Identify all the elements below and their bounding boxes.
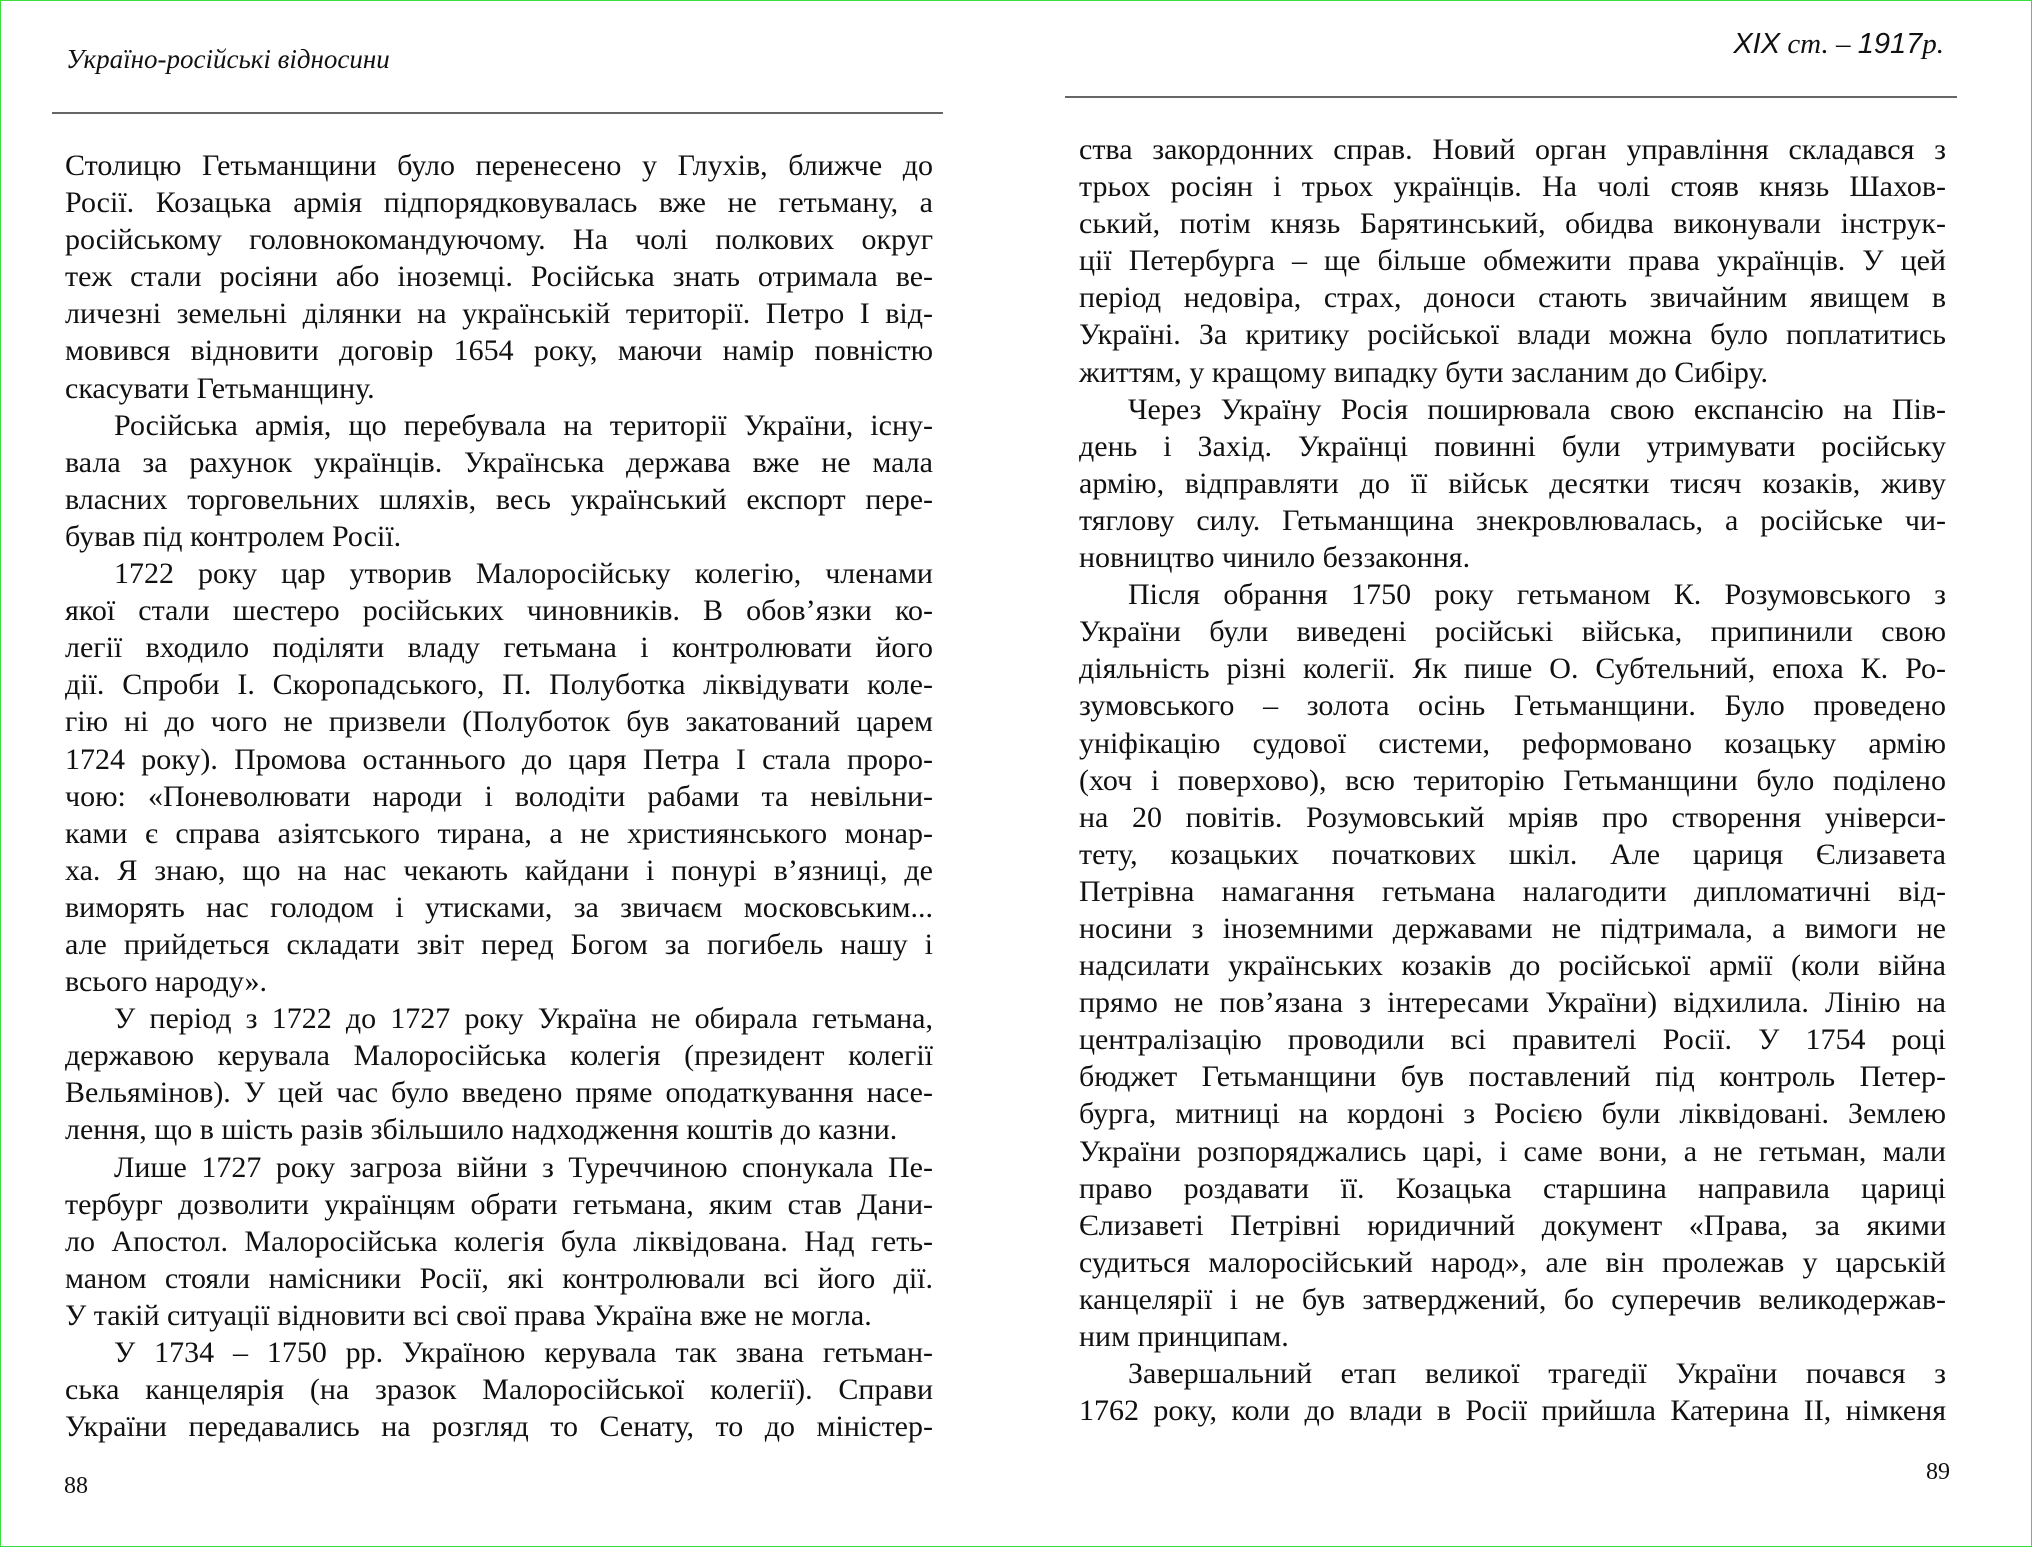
text-line: У 1734 – 1750 рр. Україною керувала так звана гетьман-	[114, 1336, 933, 1369]
text-line: гію ні до чого не призвели (Полуботок був закатований царем	[65, 705, 933, 739]
text-line: України передавались на розгляд то Сенату, то до міністер-	[65, 1410, 933, 1444]
text-line: всього народу».	[65, 965, 268, 999]
text-line: діяльність різні колегії. Як пише О. Субтельний, епоха К. Ро-	[1079, 652, 1946, 686]
text-line: Росії. Козацька армія підпорядковувалась вже не гетьману, а	[65, 186, 933, 220]
text-line: надсилати українських козаків до російської армії (коли війна	[1079, 949, 1946, 983]
paragraph	[65, 1334, 933, 1445]
text-line: 1762 року, коли до влади в Росії прийшла Катерина ІІ, німкеня	[1079, 1394, 1946, 1428]
text-line: (хоч і поверхово), всю територію Гетьманщини було поділено	[1079, 763, 1946, 797]
text-line: 1722 року цар утворив Малоросійську колегію, членами	[114, 557, 933, 591]
paragraph	[65, 555, 933, 1000]
text-line: якої стали шестеро російських чиновників. В обов’язки ко-	[65, 594, 933, 628]
page-number: 89	[1926, 1459, 1950, 1485]
paragraph	[1079, 131, 1946, 391]
text-line: життям, у кращому випадку бути засланим до Сибіру.	[1079, 355, 1768, 389]
text-line: Після обрання 1750 року гетьманом К. Розумовського з	[1128, 578, 1946, 612]
text-line: Столицю Гетьманщини було перенесено у Глухів, ближче до	[65, 149, 933, 182]
paragraph	[65, 1149, 933, 1334]
header-century: XIX	[1733, 28, 1781, 60]
text-line: армію, відправляти до її військ десятки тисяч козаків, живу	[1079, 466, 1946, 500]
page-body	[1079, 131, 1946, 1429]
paragraph	[65, 1000, 933, 1148]
text-line: Україні. За критику російської влади можна було поплатитись	[1079, 318, 1946, 352]
text-line: теж стали росіяни або іноземці. Російська знать отримала ве-	[65, 260, 933, 294]
text-line: на 20 повітів. Розумовський мріяв про створення універси-	[1079, 800, 1946, 834]
text-line: дії. Спроби І. Скоропадського, П. Полуботка ліквідувати коле-	[65, 668, 933, 702]
page-number: 88	[64, 1473, 88, 1499]
text-line: ло Апостол. Малоросійська колегія була ліквідована. Над геть-	[65, 1224, 933, 1258]
text-line: ха. Я знаю, що на нас чекають кайдани і понурі в’язниці, де	[65, 853, 933, 887]
text-line: тету, козацьких початкових шкіл. Але цариця Єлизавета	[1079, 837, 1946, 871]
text-line: судиться малоросійський народ», але він пролежав у царській	[1079, 1245, 1946, 1279]
text-line: ства закордонних справ. Новий орган управління складався з	[1079, 133, 1946, 166]
text-line: носини з іноземними державами не підтримала, а вимоги не	[1079, 911, 1946, 945]
text-line: виморять нас голодом і утисками, за звичаєм московським...	[65, 890, 933, 924]
text-line: ський, потім князь Барятинський, обидва виконували інструк-	[1079, 207, 1946, 241]
text-line: бурга, митниці на кордоні з Росією були ліквідовані. Землею	[1079, 1097, 1946, 1131]
text-line: період недовіра, страх, доноси стають звичайним явищем в	[1079, 281, 1946, 315]
text-line: канцелярії і не був затверджений, бо суперечив великодержав-	[1079, 1282, 1946, 1316]
text-line: ська канцелярія (на зразок Малоросійської колегії). Справи	[65, 1373, 933, 1407]
text-line: Єлизаветі Петрівні юридичний документ «Права, за якими	[1079, 1208, 1946, 1242]
text-line: державою керувала Малоросійська колегія (президент колегії	[65, 1039, 933, 1073]
text-line: право роздавати її. Козацька старшина направила цариці	[1079, 1171, 1946, 1205]
text-line: У такій ситуації відновити всі свої права Україна вже не могла.	[65, 1298, 872, 1332]
text-line: Вельямінов). У цей час було введено пряме оподаткування насе-	[65, 1076, 933, 1110]
text-line: уніфікацію судової системи, реформовано козацьку армію	[1079, 726, 1946, 760]
text-line: бував під контролем Росії.	[65, 519, 402, 553]
running-header	[1733, 28, 1944, 61]
text-line: маном стояли намісники Росії, які контролювали всі його дії.	[65, 1261, 933, 1295]
text-line: централізацію проводили всі правителі Росії. У 1754 році	[1079, 1023, 1946, 1057]
paragraph	[65, 147, 933, 407]
paragraph	[1079, 391, 1946, 576]
text-line: бюджет Гетьманщини був поставлений під контроль Петер-	[1079, 1060, 1946, 1094]
text-line: ним принципам.	[1079, 1320, 1289, 1353]
header-sep: ст. –	[1780, 28, 1858, 60]
paragraph	[1079, 576, 1946, 1355]
text-line: ції Петербурга – ще більше обмежити права українців. У цей	[1079, 244, 1946, 278]
text-line: чою: «Поневолювати народи і володіти рабами та невільни-	[65, 779, 933, 813]
text-line: Через Україну Росія поширювала свою експансію на Пів-	[1128, 392, 1946, 426]
text-line: Лише 1727 року загроза війни з Туреччиною спонукала Пе-	[114, 1150, 933, 1184]
header-suffix: р.	[1922, 28, 1944, 60]
running-header: Україно-російські відносини	[66, 44, 390, 74]
text-line: легії входило поділяти владу гетьмана і контролювати його	[65, 631, 933, 665]
text-line: Петрівна намагання гетьмана налагодити дипломатичні від-	[1079, 874, 1946, 908]
text-line: лення, що в шість разів збільшило надходження коштів до казни.	[65, 1113, 898, 1147]
text-line: російському головнокомандуючому. На чолі полкових округ	[65, 223, 933, 257]
right-page	[1016, 0, 2032, 1547]
text-line: 1724 року). Промова останнього до царя Петра І стала проро-	[65, 742, 933, 776]
text-line: але прийдеться складати звіт перед Богом за погибель нашу і	[65, 927, 933, 961]
text-line: України були виведені російські війська, припинили свою	[1079, 615, 1946, 649]
text-line: Завершальний етап великої трагедії України почався з	[1128, 1357, 1946, 1391]
text-line: тяглову силу. Гетьманщина знекровлювалась, а російське чи-	[1079, 503, 1946, 537]
text-line: Російська армія, що перебувала на території України, існу-	[114, 408, 933, 442]
paragraph	[65, 407, 933, 555]
page-body	[65, 147, 933, 1445]
text-line: тербург дозволити українцям обрати гетьмана, яким став Дани-	[65, 1187, 933, 1221]
header-rule	[1065, 96, 1957, 98]
text-line: новництво чинило беззаконня.	[1079, 541, 1471, 575]
text-line: зумовського – золота осінь Гетьманщини. Було проведено	[1079, 689, 1946, 723]
text-line: скасувати Гетьманщину.	[65, 371, 375, 405]
text-line: власних торговельних шляхів, весь український експорт пере-	[65, 482, 933, 516]
text-line: трьох росіян і трьох українців. На чолі стояв князь Шахов-	[1079, 170, 1946, 204]
text-line: У період з 1722 до 1727 року Україна не обирала гетьмана,	[114, 1002, 933, 1036]
text-line: личезні земельні ділянки на українській території. Петро І від-	[65, 297, 933, 331]
text-line: вала за рахунок українців. Українська держава вже не мала	[65, 445, 933, 479]
text-line: України розпоряджались царі, і саме вони, а не гетьман, мали	[1079, 1134, 1946, 1168]
header-year: 1917	[1857, 28, 1923, 60]
text-line: день і Захід. Українці повинні були утримувати російську	[1079, 429, 1946, 463]
paragraph	[1079, 1355, 1946, 1429]
text-line: прямо не пов’язана з інтересами України) відхилила. Лінію на	[1079, 986, 1946, 1020]
header-rule	[52, 112, 943, 114]
text-line: мовився відновити договір 1654 року, маючи намір повністю	[65, 334, 933, 368]
text-line: ками є справа азіятського тирана, а не християнського монар-	[65, 816, 933, 850]
